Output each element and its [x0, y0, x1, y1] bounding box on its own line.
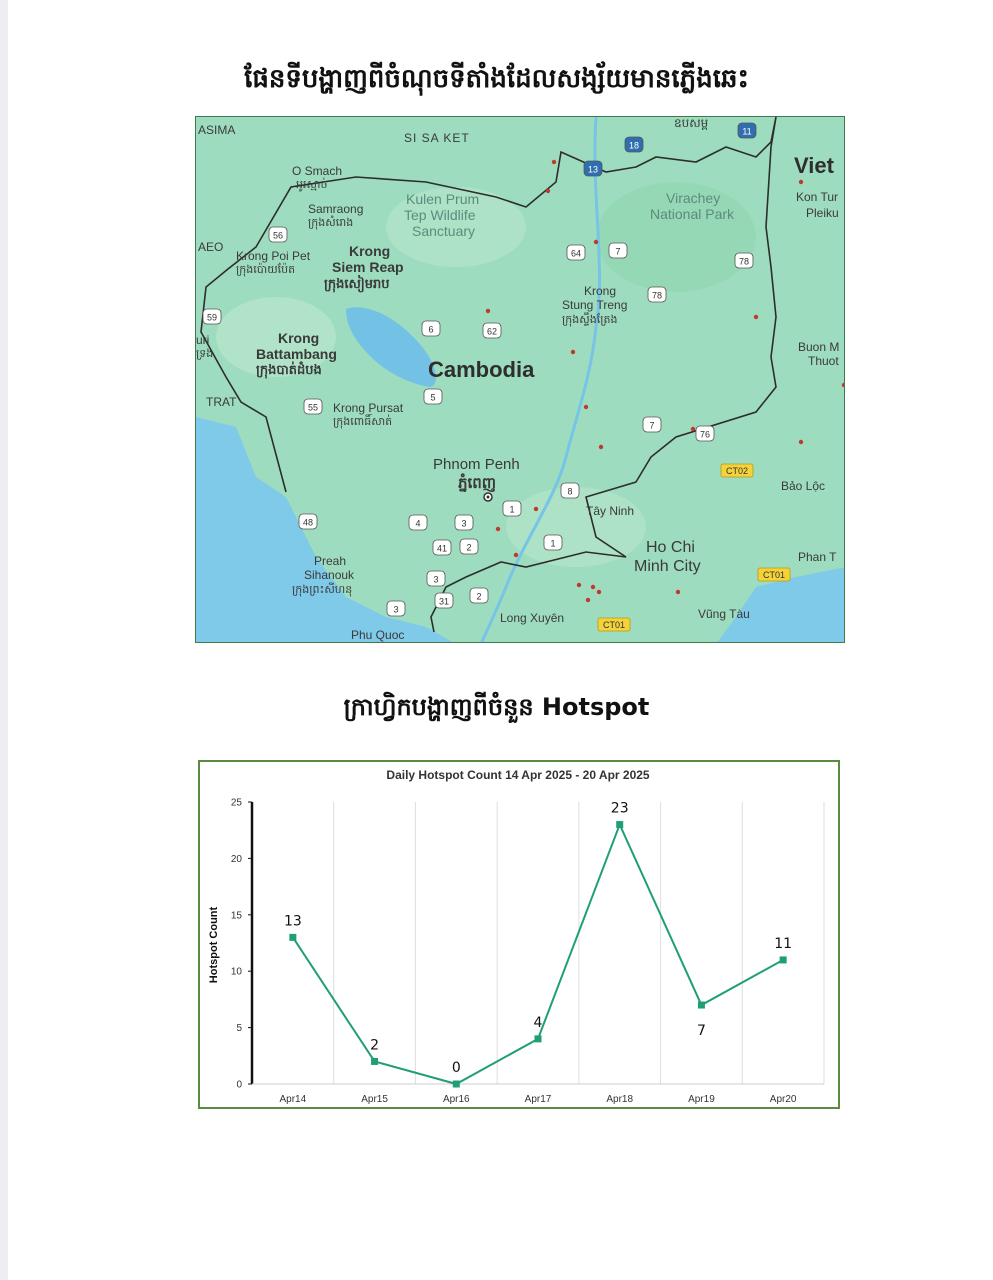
svg-text:5: 5	[430, 392, 436, 403]
label-bao-loc: Bảo Lộc	[781, 479, 826, 493]
svg-text:48: 48	[302, 517, 314, 528]
map-canvas	[196, 117, 845, 643]
chart-ticks	[231, 798, 797, 1106]
y-tick-label: 10	[230, 966, 242, 978]
svg-text:76: 76	[699, 429, 711, 440]
x-tick-label: Apr18	[606, 1094, 634, 1105]
label-hcm-1: Ho Chi	[646, 539, 695, 556]
y-tick-label: 20	[230, 853, 242, 865]
highway-badge	[758, 568, 790, 581]
label-tay-ninh: Tây Ninh	[586, 504, 635, 518]
svg-text:7: 7	[615, 246, 621, 257]
svg-text:8: 8	[567, 486, 573, 497]
label-krong-siem-km: ក្រុងសៀមរាប	[324, 276, 390, 291]
y-tick-label: 0	[236, 1079, 242, 1091]
svg-text:2: 2	[476, 591, 482, 602]
route-shield	[427, 571, 445, 586]
data-point	[371, 1058, 378, 1065]
route-shield	[422, 321, 440, 336]
label-asima: ASIMA	[198, 123, 236, 137]
label-pleiku: Pleiku	[806, 206, 839, 220]
label-krong-pursat: Krong Pursat	[333, 401, 404, 415]
svg-text:4: 4	[415, 518, 421, 529]
label-virachey-2: National Park	[650, 206, 735, 222]
route-shield	[609, 243, 627, 258]
y-tick-label: 25	[230, 797, 242, 809]
label-kulen-3: Sanctuary	[412, 223, 476, 239]
route-shield	[433, 540, 451, 555]
label-vung-tau: Vũng Tàu	[698, 607, 750, 621]
label-phnom-penh-km: ភ្នំពេញ	[458, 475, 497, 492]
label-krong-siem-2: Siem Reap	[332, 259, 404, 275]
route-shield	[544, 535, 562, 550]
label-preah-2: Sihanouk	[304, 568, 355, 582]
label-uri-km: ទ្រង	[196, 348, 214, 360]
data-point	[616, 821, 623, 828]
label-krong-stung-2: Stung Treng	[562, 298, 628, 312]
y-tick-label: 15	[230, 910, 242, 922]
svg-text:78: 78	[738, 256, 750, 267]
label-phnom-penh: Phnom Penh	[433, 456, 520, 473]
svg-text:55: 55	[307, 402, 319, 413]
label-phu-quoc: Phu Quoc	[351, 628, 405, 642]
svg-text:41: 41	[436, 543, 448, 554]
label-top-cut: ឧបសម្ព	[674, 117, 709, 130]
route-shield	[567, 245, 585, 260]
page-left-edge	[0, 0, 8, 1280]
highway-badge	[721, 464, 753, 477]
data-point	[453, 1081, 460, 1088]
label-long-xuyen: Long Xuyên	[500, 611, 565, 625]
label-samraong-km: ក្រុងសំរោង	[308, 217, 354, 229]
route-shield	[625, 137, 643, 152]
label-krong-pursat-km: ក្រុងពោធិ៍សាត់	[333, 416, 393, 428]
svg-text:1: 1	[550, 538, 556, 549]
x-tick-label: Apr16	[442, 1094, 470, 1105]
chart-y-axis-label: Hotspot Count	[208, 906, 220, 984]
label-krong-siem-1: Krong	[349, 243, 391, 259]
svg-text:59: 59	[206, 312, 218, 323]
label-buon-1: Buon M	[798, 340, 840, 354]
data-label: 4	[533, 1014, 543, 1031]
x-tick-label: Apr14	[279, 1094, 307, 1105]
route-shield	[409, 515, 427, 530]
label-krong-batt-km: ក្រុងបាត់ដំបង	[256, 362, 322, 377]
map-title: ផែនទីបង្ហាញពីចំណុចទីតាំងដែលសង្ស័យមានភ្លើងឆេះ	[244, 64, 749, 94]
hotspot-chart	[198, 760, 840, 1109]
data-point	[535, 1035, 542, 1042]
label-preah-km: ក្រុងព្រះសីហនុ	[292, 584, 353, 596]
data-label: 23	[610, 800, 629, 817]
route-shield	[696, 426, 714, 441]
route-shield	[460, 539, 478, 554]
route-shield	[269, 227, 287, 242]
svg-text:3: 3	[433, 574, 439, 585]
svg-text:7: 7	[649, 420, 655, 431]
x-tick-label: Apr20	[769, 1094, 797, 1105]
chart-grid	[334, 802, 824, 1084]
chart-title: Daily Hotspot Count 14 Apr 2025 - 20 Apr 2025	[386, 768, 650, 782]
chart-series	[284, 801, 792, 1088]
svg-text:CT01: CT01	[762, 570, 786, 580]
label-buon-2: Thuot	[808, 354, 839, 368]
label-si-sa-ket: SI SA KET	[404, 131, 470, 145]
label-krong-batt-1: Krong	[278, 330, 320, 346]
route-shield	[735, 253, 753, 268]
data-label: 11	[774, 935, 793, 952]
svg-text:56: 56	[272, 230, 284, 241]
data-point	[698, 1002, 705, 1009]
route-shield	[304, 399, 322, 414]
svg-text:62: 62	[486, 326, 498, 337]
data-label: 7	[696, 1023, 706, 1040]
svg-text:18: 18	[628, 140, 640, 151]
route-shield	[470, 588, 488, 603]
label-aeo: AEO	[198, 240, 224, 254]
chart-section-title: ក្រាហ្វិកបង្ហាញពីចំនួន Hotspot	[343, 693, 650, 721]
label-trat: TRAT	[206, 395, 237, 409]
svg-text:31: 31	[438, 596, 450, 607]
route-shield	[643, 417, 661, 432]
route-shield	[738, 123, 756, 138]
label-krong-batt-2: Battambang	[256, 346, 337, 362]
route-shield	[648, 287, 666, 302]
label-kulen-2: Tep Wildlife	[404, 207, 476, 223]
svg-text:78: 78	[651, 290, 663, 301]
chart-canvas	[200, 762, 842, 1111]
y-tick-label: 5	[236, 1023, 242, 1035]
label-viet: Viet	[794, 153, 834, 178]
label-kon-tum: Kon Tur	[796, 190, 839, 204]
x-tick-label: Apr19	[688, 1094, 715, 1105]
route-shield	[561, 483, 579, 498]
x-tick-label: Apr17	[524, 1094, 552, 1105]
svg-text:3: 3	[461, 518, 467, 529]
data-point	[289, 934, 296, 941]
route-shield	[424, 389, 442, 404]
label-kulen-1: Kulen Prum	[406, 191, 480, 207]
svg-text:11: 11	[742, 126, 752, 137]
label-preah-1: Preah	[314, 554, 347, 568]
label-krong-poi-pet-km: ក្រុងប៉ោយប៉ែត	[236, 264, 296, 276]
tonle-sap-lake	[346, 307, 436, 387]
svg-text:3: 3	[393, 604, 399, 615]
label-phan: Phan T	[798, 550, 837, 564]
route-shield	[584, 161, 602, 176]
svg-text:CT02: CT02	[725, 466, 749, 476]
route-shield	[203, 309, 221, 324]
data-label: 13	[283, 913, 302, 930]
data-label: 0	[451, 1060, 461, 1076]
label-o-smach-km: អូរស្មាច់	[296, 179, 328, 191]
svg-text:1: 1	[509, 504, 515, 515]
x-tick-label: Apr15	[361, 1094, 388, 1105]
label-cambodia: Cambodia	[428, 357, 535, 382]
data-label: 2	[370, 1037, 380, 1054]
label-uri: uri	[196, 333, 210, 347]
svg-text:CT01: CT01	[602, 620, 626, 630]
label-krong-stung-km: ក្រុងស្ទឹងត្រែង	[562, 314, 618, 326]
route-shield	[387, 601, 405, 616]
label-virachey-1: Virachey	[666, 190, 721, 206]
route-shield	[455, 515, 473, 530]
svg-text:64: 64	[570, 248, 582, 259]
route-shield	[435, 593, 453, 608]
label-hcm-2: Minh City	[634, 558, 701, 575]
route-shield	[299, 514, 317, 529]
route-shield	[483, 323, 501, 338]
data-point	[780, 956, 787, 963]
route-shield	[503, 501, 521, 516]
label-o-smach: O Smach	[292, 164, 343, 178]
label-samraong: Samraong	[308, 202, 364, 216]
svg-text:6: 6	[428, 324, 434, 335]
label-krong-poi-pet: Krong Poi Pet	[236, 249, 311, 263]
hotspot-map	[195, 116, 845, 643]
label-krong-stung-1: Krong	[584, 284, 617, 298]
highway-badge	[598, 618, 630, 631]
series-line	[293, 825, 783, 1084]
svg-text:2: 2	[466, 542, 472, 553]
svg-text:13: 13	[587, 164, 599, 175]
